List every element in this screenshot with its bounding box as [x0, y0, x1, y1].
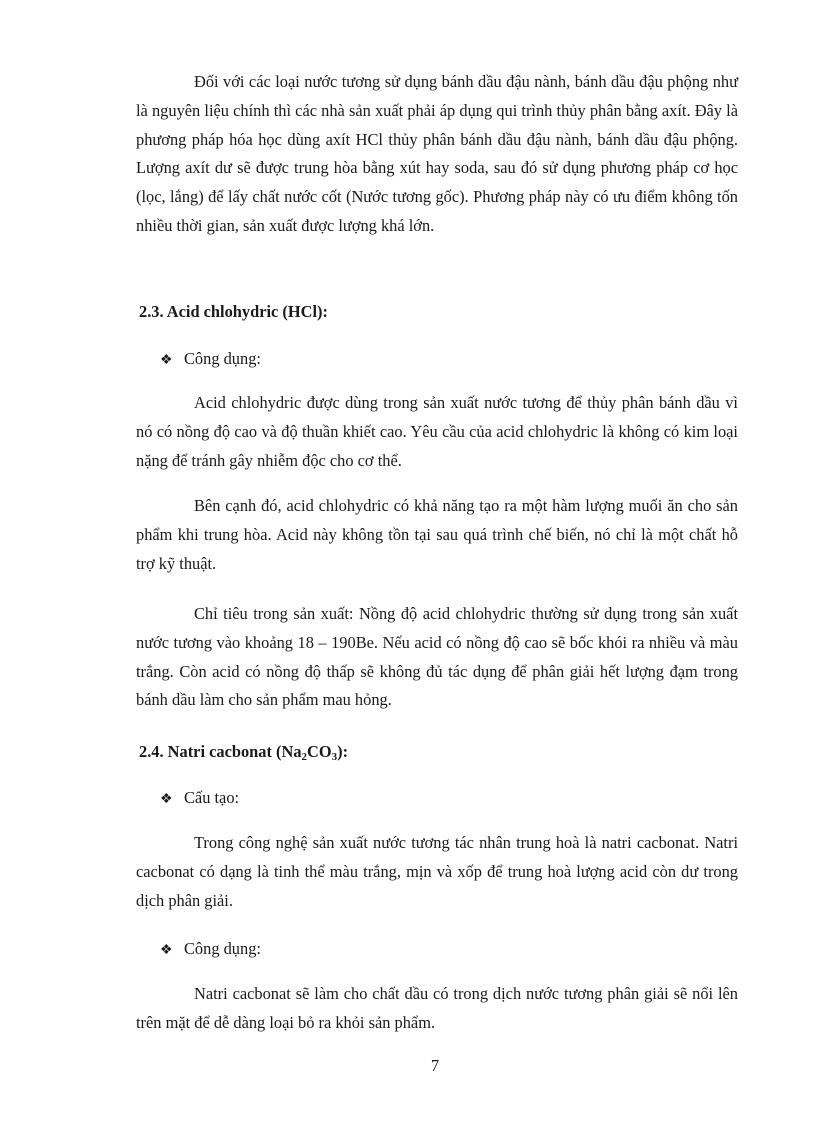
subscript: 3	[331, 751, 338, 763]
heading-text: 2.4. Natri cacbonat (Na	[139, 742, 302, 761]
section-heading-hcl: 2.3. Acid chlohydric (HCl):	[139, 302, 328, 321]
subscript: 2	[301, 751, 308, 763]
bullet-hcl-use	[160, 347, 261, 373]
bullet-label: Công dụng:	[184, 349, 261, 368]
na2co3-structure-paragraph: Trong công nghệ sản xuất nước tương tác nhân trung hoà là natri cacbonat. Natri cacbonat có dạng là tinh thể màu trắng, mịn và xốp để trung hoà lượng acid còn dư trong dịch phân giải.	[136, 833, 738, 910]
hcl-spec-paragraph: Chỉ tiêu trong sản xuất: Nồng độ acid chlohydric thường sử dụng trong sản xuất nước tương vào khoảng 18 – 190Be. Nếu acid có nồng độ cao sẽ bốc khói ra nhiều và màu trắng. Còn acid có nồng độ thấp sẽ không đủ tác dụng để phân giải hết lượng đạm trong bánh dầu làm cho sản phẩm mau hỏng.	[136, 604, 738, 710]
diamond-bullet-icon: ❖	[160, 792, 173, 807]
page-number: 7	[430, 1056, 440, 1075]
diamond-bullet-icon: ❖	[160, 943, 173, 958]
bullet-na2co3-use	[160, 937, 261, 963]
diamond-bullet-icon: ❖	[160, 353, 173, 368]
bullet-na2co3-structure	[160, 786, 239, 812]
bullet-label: Cấu tạo:	[184, 788, 240, 807]
bullet-label: Công dụng:	[184, 939, 261, 958]
intro-paragraph: Đối với các loại nước tương sử dụng bánh dầu đậu nành, bánh dầu đậu phộng như là nguyên liệu chính thì các nhà sản xuất phải áp dụng qui trình thủy phân bằng axít. Đây là phương pháp hóa học dùng axít HCl thủy phân bánh dầu đậu nành, bánh dầu đậu phộng. Lượng axít dư sẽ được trung hòa bằng xút hay soda, sau đó sử dụng phương pháp cơ học (lọc, lắng) để lấy chất nước cốt (Nước tương gốc). Phương pháp này có ưu điểm không tốn nhiều thời gian, sản xuất được lượng khá lớn.	[136, 72, 738, 235]
section-heading-na2co3	[139, 740, 348, 764]
hcl-use-paragraph-1: Acid chlohydric được dùng trong sản xuất nước tương để thủy phân bánh dầu vì nó có nồng độ cao và độ thuần khiết cao. Yêu cầu của acid chlohydric là không có kim loại nặng để tránh gây nhiễm độc cho cơ thể.	[136, 393, 738, 470]
na2co3-use-paragraph: Natri cacbonat sẽ làm cho chất dầu có trong dịch nước tương phân giải sẽ nổi lên trên mặt để dễ dàng loại bỏ ra khỏi sản phẩm.	[136, 984, 738, 1032]
heading-text: CO	[307, 742, 332, 761]
hcl-use-paragraph-2: Bên cạnh đó, acid chlohydric có khả năng tạo ra một hàm lượng muối ăn cho sản phẩm khi trung hòa. Acid này không tồn tại sau quá trình chế biến, nó chỉ là một chất hỗ trợ kỹ thuật.	[136, 496, 738, 573]
heading-text: ):	[337, 742, 349, 761]
